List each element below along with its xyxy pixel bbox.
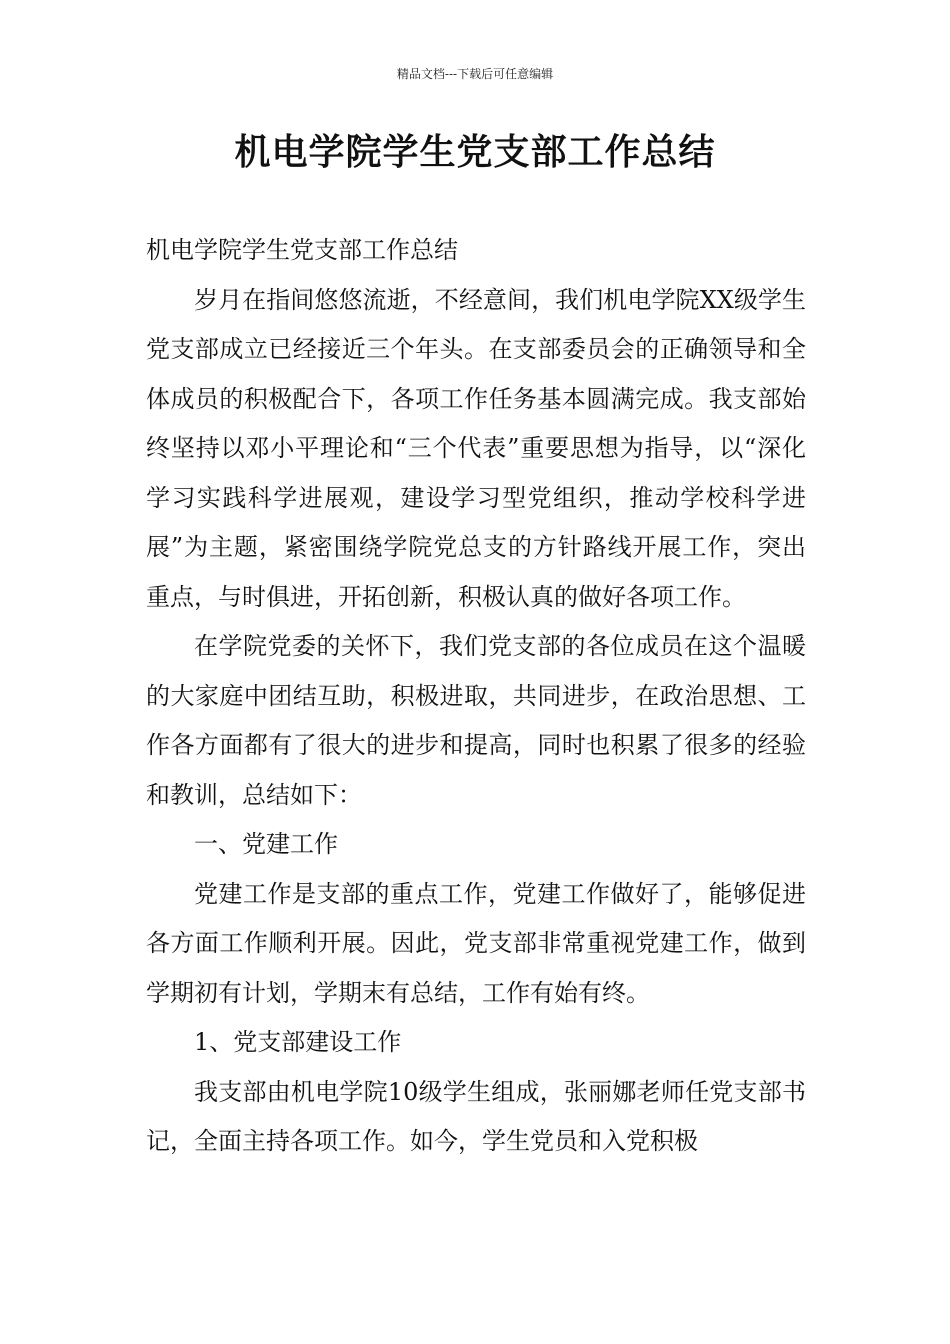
paragraph: 在学院党委的关怀下，我们党支部的各位成员在这个温暖的大家庭中团结互助，积极进取，共同进步，在政治思想、工作各方面都有了很大的进步和提高，同时也积累了很多的经验和教训，总结如下： <box>146 632 806 809</box>
document-body <box>146 226 806 1167</box>
paragraph-subtitle: 机电学院学生党支部工作总结 <box>146 236 458 264</box>
paragraph: 党建工作是支部的重点工作，党建工作做好了，能够促进各方面工作顺利开展。因此，党支部非常重视党建工作，做到学期初有计划，学期末有总结，工作有始有终。 <box>146 879 806 1007</box>
paragraph: 我支部由机电学院10级学生组成，张丽娜老师任党支部书记，全面主持各项工作。如今，学生党员和入党积极 <box>146 1077 806 1155</box>
document-title: 机电学院学生党支部工作总结 <box>234 131 716 173</box>
header-note: 精品文档---下载后可任意编辑 <box>396 67 554 81</box>
subsection-heading: 1、党支部建设工作 <box>194 1028 402 1056</box>
section-heading: 一、党建工作 <box>194 830 338 858</box>
paragraph: 岁月在指间悠悠流逝，不经意间，我们机电学院XX级学生党支部成立已经接近三个年头。在支部委员会的正确领导和全体成员的积极配合下，各项工作任务基本圆满完成。我支部始终坚持以邓小平理论和“三个代表”重要思想为指导，以“深化学习实践科学进展观，建设学习型党组织，推动学校科学进展”为主题，紧密围绕学院党总支的方针路线开展工作，突出重点，与时俱进，开拓创新，积极认真的做好各项工作。 <box>146 285 806 611</box>
